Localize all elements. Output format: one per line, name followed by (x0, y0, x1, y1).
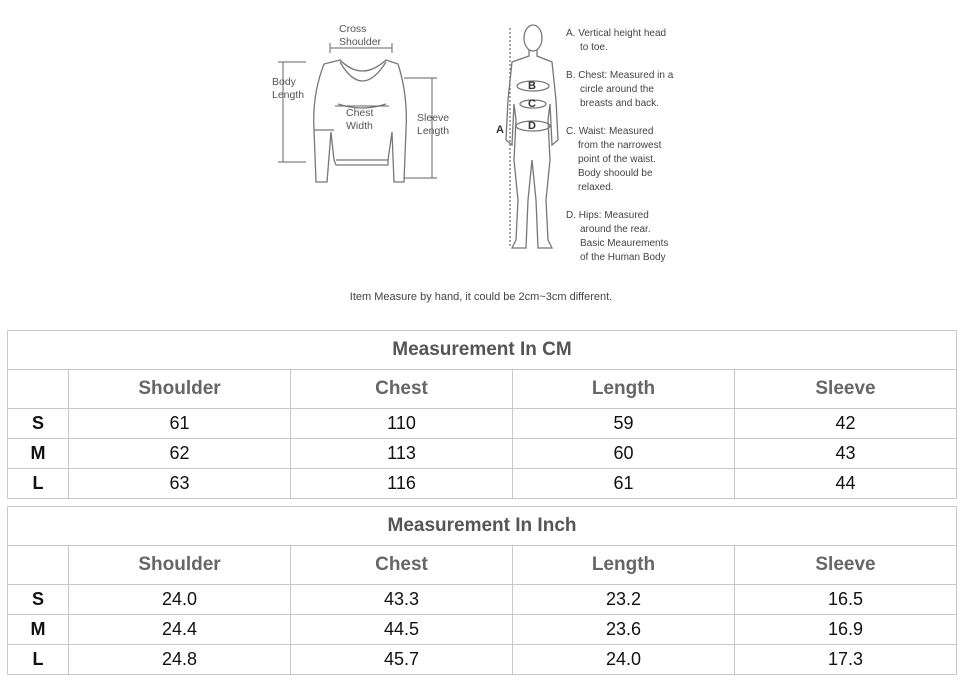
header-row (8, 370, 957, 409)
measurement-diagram (0, 0, 962, 320)
header-length: Length (513, 546, 735, 585)
sleeve-value: 17.3 (735, 645, 957, 675)
corner-cell (8, 370, 69, 409)
header-sleeve: Sleeve (735, 370, 957, 409)
header-length: Length (513, 370, 735, 409)
cm-measurement-table (7, 330, 957, 499)
length-value: 60 (513, 439, 735, 469)
table-title: Measurement In CM (8, 331, 957, 370)
header-shoulder: Shoulder (69, 546, 291, 585)
chest-width-label: Chest Width (346, 107, 374, 132)
size-label: L (8, 469, 69, 499)
letter-d: D (528, 120, 536, 132)
table-row (8, 645, 957, 675)
shoulder-value: 24.8 (69, 645, 291, 675)
disclaimer-text: Item Measure by hand, it could be 2cm~3cm different. (349, 291, 613, 303)
sleeve-value: 43 (735, 439, 957, 469)
chest-value: 113 (291, 439, 513, 469)
letter-b: B (528, 80, 536, 92)
table-row (8, 409, 957, 439)
chest-value: 116 (291, 469, 513, 499)
chest-value: 44.5 (291, 615, 513, 645)
inch-measurement-table (7, 506, 957, 675)
size-label: S (8, 409, 69, 439)
sleeve-length-label: Sleeve Length (417, 112, 450, 137)
human-body-icon (506, 25, 558, 248)
sleeve-value: 44 (735, 469, 957, 499)
length-value: 61 (513, 469, 735, 499)
size-label: M (8, 439, 69, 469)
sleeve-value: 42 (735, 409, 957, 439)
chest-value: 110 (291, 409, 513, 439)
table-row (8, 439, 957, 469)
shoulder-value: 24.4 (69, 615, 291, 645)
chest-value: 45.7 (291, 645, 513, 675)
table-title: Measurement In Inch (8, 507, 957, 546)
sleeve-value: 16.9 (735, 615, 957, 645)
length-value: 24.0 (513, 645, 735, 675)
shoulder-value: 61 (69, 409, 291, 439)
table-row (8, 585, 957, 615)
header-shoulder: Shoulder (69, 370, 291, 409)
length-value: 23.2 (513, 585, 735, 615)
note-c: C. Waist: Measured from the narrowest point of the waist. Body shoould be relaxed. (566, 126, 662, 193)
table-row (8, 469, 957, 499)
size-label: M (8, 615, 69, 645)
length-value: 23.6 (513, 615, 735, 645)
header-chest: Chest (291, 546, 513, 585)
header-chest: Chest (291, 370, 513, 409)
note-a: A. Vertical height head to toe. (566, 28, 667, 53)
note-b: B. Chest: Measured in a circle around the breasts and back. (566, 70, 674, 109)
shoulder-value: 63 (69, 469, 291, 499)
table-row (8, 615, 957, 645)
shoulder-value: 24.0 (69, 585, 291, 615)
chest-value: 43.3 (291, 585, 513, 615)
body-length-label: Body Length (272, 76, 305, 101)
sleeve-value: 16.5 (735, 585, 957, 615)
cross-shoulder-label: Cross Shoulder (339, 23, 382, 48)
note-d: D. Hips: Measured around the rear. Basic Meaurements of the Human Body (566, 210, 669, 263)
diagram-drawing (0, 0, 962, 290)
letter-a: A (496, 124, 504, 136)
header-sleeve: Sleeve (735, 546, 957, 585)
shoulder-value: 62 (69, 439, 291, 469)
header-row (8, 546, 957, 585)
length-value: 59 (513, 409, 735, 439)
size-label: S (8, 585, 69, 615)
letter-c: C (528, 98, 536, 110)
corner-cell (8, 546, 69, 585)
size-label: L (8, 645, 69, 675)
